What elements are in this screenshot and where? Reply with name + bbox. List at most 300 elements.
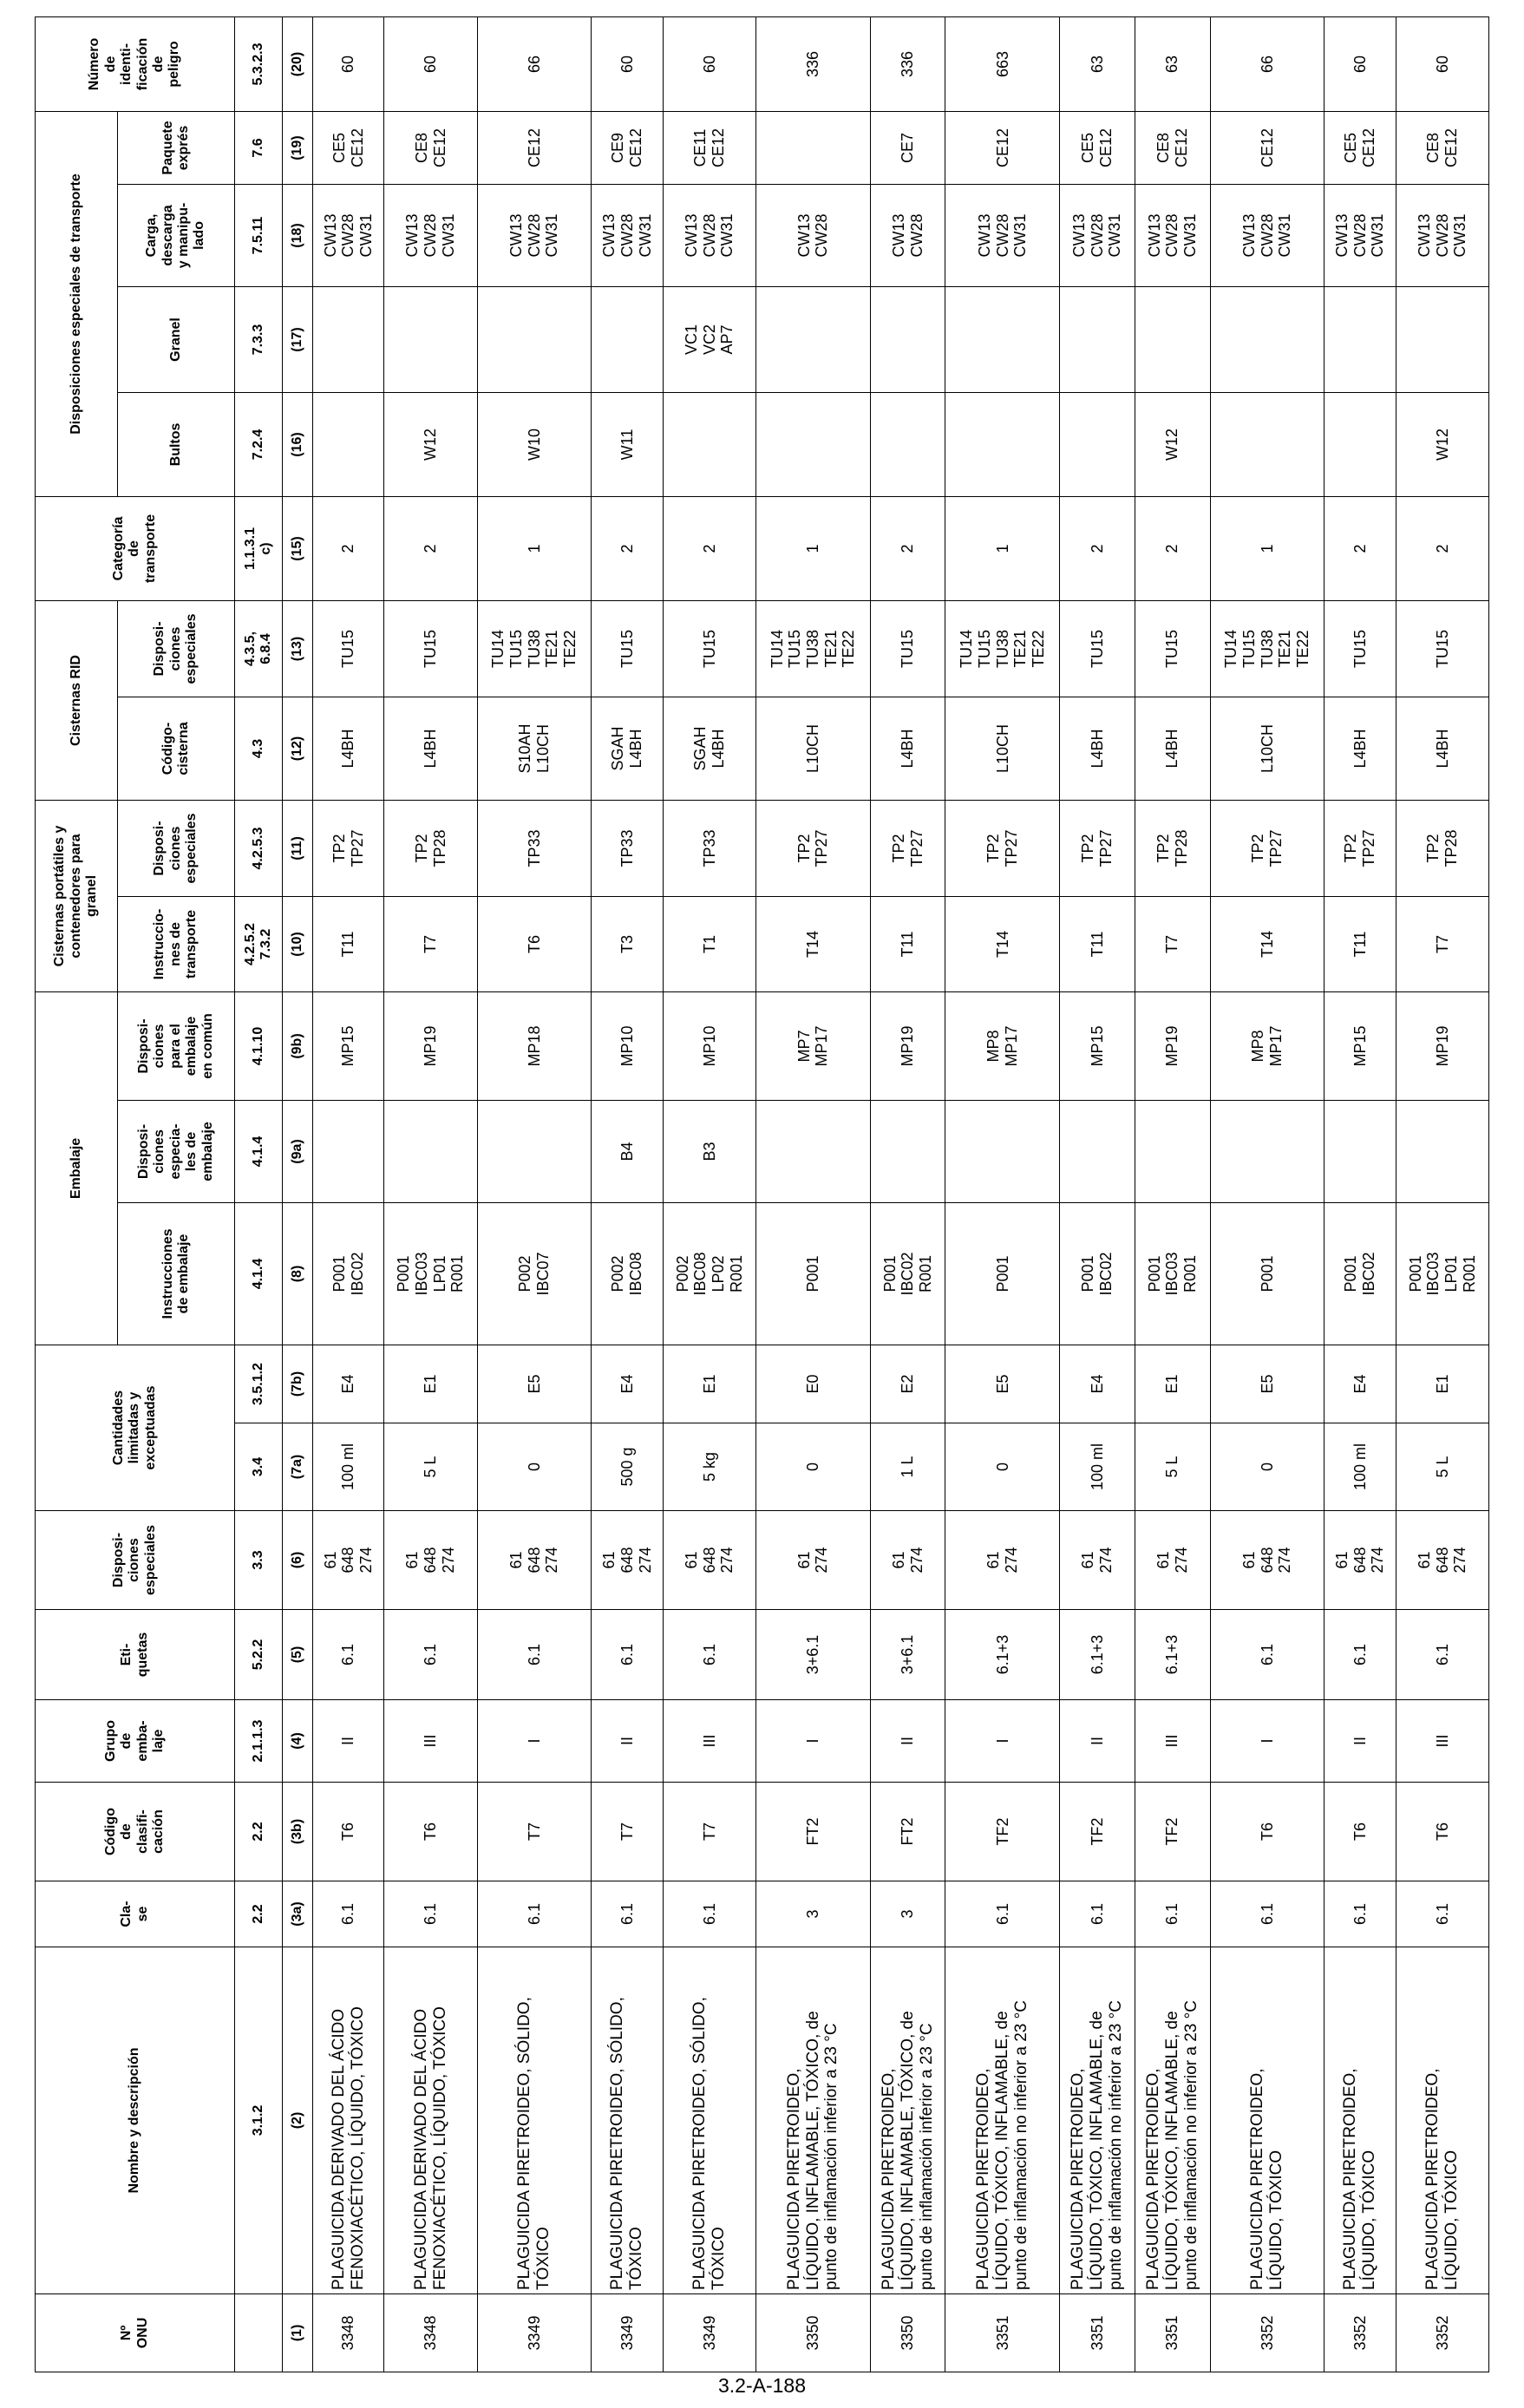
table-cell: T11 [313, 897, 384, 992]
table-cell: P001 IBC02 [1060, 1203, 1135, 1345]
table-cell: L4BH [1135, 697, 1210, 800]
table-cell: T6 [1325, 1783, 1396, 1881]
table-cell: TU15 [384, 600, 477, 697]
table-cell: CW13 CW28 [870, 184, 945, 286]
table-cell: TP2 TP27 [1325, 800, 1396, 896]
table-cell: 6.1 [384, 1610, 477, 1700]
table-cell: 1 [945, 496, 1060, 600]
table-cell: 0 [1210, 1423, 1325, 1511]
table-cell: 1 L [870, 1423, 945, 1511]
cell-name: PLAGUICIDA PIRETROIDEO, LÍQUIDO, TÓXICO [1396, 1947, 1488, 2294]
table-cell: E4 [592, 1345, 663, 1423]
table-cell: CE12 [477, 111, 592, 184]
table-cell: E5 [1210, 1345, 1325, 1423]
header-instrucciones-embalaje: Instrucciones de embalaje [118, 1203, 235, 1345]
column-number-cell: (11) [283, 800, 313, 896]
reference-cell: 5.3.2.3 [235, 16, 283, 111]
rotated-table-container [35, 17, 1489, 2372]
table-cell: W12 [1135, 392, 1210, 496]
table-cell: 6.1 [1325, 1881, 1396, 1947]
table-cell: 3350 [756, 2294, 871, 2372]
header-numero-peligro: Número de identi- ficación de peligro [36, 16, 235, 111]
table-cell: T11 [1060, 897, 1135, 992]
table-cell: E4 [1325, 1345, 1396, 1423]
reference-cell: 1.1.3.1 c) [235, 496, 283, 600]
table-cell: MP19 [870, 992, 945, 1101]
column-number-cell: (8) [283, 1203, 313, 1345]
table-cell: TU15 [1325, 600, 1396, 697]
table-cell: MP18 [477, 992, 592, 1101]
reference-cell: 4.1.10 [235, 992, 283, 1101]
cell-name: PLAGUICIDA PIRETROIDEO, LÍQUIDO, TÓXICO, INFLAMABLE, de punto de inflamación no inferior a 23 °C [1135, 1947, 1210, 2294]
table-cell: SGAH L4BH [663, 697, 755, 800]
column-number-row [283, 16, 313, 2372]
table-cell: L4BH [1325, 697, 1396, 800]
table-cell: E4 [1060, 1345, 1135, 1423]
table-row [870, 16, 945, 2372]
table-cell: CE8 CE12 [1135, 111, 1210, 184]
table-cell: CE5 CE12 [1060, 111, 1135, 184]
table-cell: P001 [756, 1203, 871, 1345]
cell-name: PLAGUICIDA PIRETROIDEO, LÍQUIDO, TÓXICO [1325, 1947, 1396, 2294]
table-cell: S10AH L10CH [477, 697, 592, 800]
table-cell: MP19 [1135, 992, 1210, 1101]
header-paquete-expres: Paquete exprés [118, 111, 235, 184]
header-clase: Cla- se [36, 1881, 235, 1947]
table-cell: 61 648 274 [663, 1511, 755, 1610]
table-cell: TF2 [1060, 1783, 1135, 1881]
table-cell [313, 1101, 384, 1203]
table-cell: II [592, 1700, 663, 1783]
reference-cell: 7.6 [235, 111, 283, 184]
table-cell: T11 [1325, 897, 1396, 992]
table-cell: MP15 [1325, 992, 1396, 1101]
table-cell: E1 [1396, 1345, 1488, 1423]
table-cell [1060, 286, 1135, 392]
table-cell: TF2 [945, 1783, 1060, 1881]
table-cell: 6.1 [663, 1610, 755, 1700]
table-row [1060, 16, 1135, 2372]
table-cell: 61 274 [756, 1511, 871, 1610]
table-cell: 100 ml [313, 1423, 384, 1511]
table-cell: II [870, 1700, 945, 1783]
table-cell [663, 392, 755, 496]
table-cell [1210, 286, 1325, 392]
column-number-cell: (10) [283, 897, 313, 992]
header-instrucciones-transporte: Instruccio- nes de transporte [118, 897, 235, 992]
table-cell: MP15 [1060, 992, 1135, 1101]
table-cell: I [1210, 1700, 1325, 1783]
header-cisternas-rid: Cisternas RID [36, 600, 118, 800]
column-number-cell: (13) [283, 600, 313, 697]
table-cell: 61 648 274 [1210, 1511, 1325, 1610]
table-cell: III [384, 1700, 477, 1783]
table-cell: 60 [384, 16, 477, 111]
table-cell: TU15 [1135, 600, 1210, 697]
table-cell [945, 392, 1060, 496]
table-cell: B3 [663, 1101, 755, 1203]
table-cell: TP2 TP27 [313, 800, 384, 896]
cell-name: PLAGUICIDA PIRETROIDEO, LÍQUIDO, TÓXICO [1210, 1947, 1325, 2294]
table-cell: 2 [592, 496, 663, 600]
table-cell: T7 [384, 897, 477, 992]
table-cell: 6.1 [313, 1881, 384, 1947]
page-number: 3.2-A-188 [717, 2374, 806, 2397]
reference-cell: 2.2 [235, 1783, 283, 1881]
header-embalaje: Embalaje [36, 992, 118, 1345]
table-cell: MP15 [313, 992, 384, 1101]
table-cell: 61 274 [870, 1511, 945, 1610]
table-cell: TU14 TU15 TU38 TE21 TE22 [756, 600, 871, 697]
table-cell: 61 648 274 [477, 1511, 592, 1610]
table-row [945, 16, 1060, 2372]
cell-name: PLAGUICIDA PIRETROIDEO, LÍQUIDO, INFLAMABLE, TÓXICO, de punto de inflamación inferior a 23 °C [756, 1947, 871, 2294]
header-disposiciones-especiales: Disposi- ciones especiales [36, 1511, 235, 1610]
table-cell: 2 [384, 496, 477, 600]
table-cell: TU14 TU15 TU38 TE21 TE22 [945, 600, 1060, 697]
dangerous-goods-table [35, 16, 1489, 2372]
reference-cell: 4.1.4 [235, 1203, 283, 1345]
column-number-cell: (18) [283, 184, 313, 286]
table-cell: MP7 MP17 [756, 992, 871, 1101]
table-cell: FT2 [756, 1783, 871, 1881]
table-cell: 6.1 [477, 1610, 592, 1700]
table-cell: P001 IBC02 [1325, 1203, 1396, 1345]
column-number-cell: (12) [283, 697, 313, 800]
table-cell: 3350 [870, 2294, 945, 2372]
header-bultos: Bultos [118, 392, 235, 496]
table-cell: E5 [945, 1345, 1060, 1423]
table-cell: L10CH [756, 697, 871, 800]
table-row [1396, 16, 1488, 2372]
table-cell: P001 IBC03 R001 [1135, 1203, 1210, 1345]
table-cell: SGAH L4BH [592, 697, 663, 800]
table-cell: L4BH [870, 697, 945, 800]
table-cell: 63 [1135, 16, 1210, 111]
table-cell: 3348 [313, 2294, 384, 2372]
table-cell: 1 [1210, 496, 1325, 600]
table-cell: TU15 [870, 600, 945, 697]
table-cell: VC1 VC2 AP7 [663, 286, 755, 392]
table-cell: P001 [1210, 1203, 1325, 1345]
table-cell: TU14 TU15 TU38 TE21 TE22 [1210, 600, 1325, 697]
table-cell: T7 [1135, 897, 1210, 992]
table-cell: CW13 CW28 CW31 [663, 184, 755, 286]
table-cell: III [663, 1700, 755, 1783]
table-cell: 6.1 [945, 1881, 1060, 1947]
table-cell: L10CH [945, 697, 1060, 800]
column-number-cell: (2) [283, 1947, 313, 2294]
table-cell [1210, 392, 1325, 496]
table-cell [756, 1101, 871, 1203]
table-cell: TP2 TP27 [1060, 800, 1135, 896]
reference-cell: 3.3 [235, 1511, 283, 1610]
header-name: Nombre y descripción [36, 1947, 235, 2294]
column-number-cell: (20) [283, 16, 313, 111]
reference-cell [235, 2294, 283, 2372]
table-cell: 3349 [592, 2294, 663, 2372]
table-cell: 1 [756, 496, 871, 600]
table-cell: 5 L [384, 1423, 477, 1511]
table-cell [384, 286, 477, 392]
table-cell: TF2 [1135, 1783, 1210, 1881]
table-cell [592, 286, 663, 392]
table-cell: 6.1 [477, 1881, 592, 1947]
reference-cell: 4.2.5.2 7.3.2 [235, 897, 283, 992]
header-disp-especiales-cisternas: Disposi- ciones especiales [118, 800, 235, 896]
table-cell: 3352 [1325, 2294, 1396, 2372]
column-number-cell: (7b) [283, 1345, 313, 1423]
table-cell: CE9 CE12 [592, 111, 663, 184]
reference-cell: 3.5.1.2 [235, 1345, 283, 1423]
table-cell: TP2 TP27 [756, 800, 871, 896]
table-cell: 5 L [1396, 1423, 1488, 1511]
header-categoria-transporte: Categoría de transporte [36, 496, 235, 600]
table-row [592, 16, 663, 2372]
table-cell: TU14 TU15 TU38 TE21 TE22 [477, 600, 592, 697]
column-number-cell: (9b) [283, 992, 313, 1101]
table-body [313, 16, 1489, 2372]
header-cisternas-portatiles: Cisternas portátiles y contenedores para granel [36, 800, 118, 991]
table-cell: 2 [870, 496, 945, 600]
cell-name: PLAGUICIDA PIRETROIDEO, SÓLIDO, TÓXICO [663, 1947, 755, 2294]
table-cell: B4 [592, 1101, 663, 1203]
header-disp-embalaje-comun: Disposi- ciones para el embalaje en común [118, 992, 235, 1101]
table-cell: III [1135, 1700, 1210, 1783]
table-cell: 5 L [1135, 1423, 1210, 1511]
table-cell: CW13 CW28 CW31 [477, 184, 592, 286]
table-cell: P002 IBC08 [592, 1203, 663, 1345]
table-cell: W11 [592, 392, 663, 496]
table-cell: 2 [1396, 496, 1488, 600]
table-cell: TP33 [477, 800, 592, 896]
table-cell: 61 648 274 [313, 1511, 384, 1610]
table-cell: 60 [313, 16, 384, 111]
table-cell: 6.1+3 [945, 1610, 1060, 1700]
table-cell: 2 [313, 496, 384, 600]
table-cell [1325, 286, 1396, 392]
table-cell: CE8 CE12 [384, 111, 477, 184]
table-cell: CW13 CW28 [756, 184, 871, 286]
table-cell: E0 [756, 1345, 871, 1423]
header-onu: Nº ONU [36, 2294, 235, 2372]
table-cell: 3352 [1210, 2294, 1325, 2372]
table-cell: 0 [945, 1423, 1060, 1511]
reference-cell: 7.2.4 [235, 392, 283, 496]
cell-name: PLAGUICIDA DERIVADO DEL ÁCIDO FENOXIACÉTICO, LÍQUIDO, TÓXICO [384, 1947, 477, 2294]
table-cell: CW13 CW28 CW31 [1325, 184, 1396, 286]
table-cell: 3351 [945, 2294, 1060, 2372]
reference-cell: 7.5.11 [235, 184, 283, 286]
table-cell: L10CH [1210, 697, 1325, 800]
column-number-cell: (7a) [283, 1423, 313, 1511]
table-cell: T7 [663, 1783, 755, 1881]
table-cell [1060, 1101, 1135, 1203]
table-cell: 500 g [592, 1423, 663, 1511]
table-cell: 60 [1396, 16, 1488, 111]
table-cell [945, 1101, 1060, 1203]
column-number-cell: (1) [283, 2294, 313, 2372]
table-cell: 63 [1060, 16, 1135, 111]
reference-row [235, 16, 283, 2372]
table-cell: 3352 [1396, 2294, 1488, 2372]
table-cell: TP2 TP28 [1396, 800, 1488, 896]
table-cell: 2 [1325, 496, 1396, 600]
table-cell: T14 [1210, 897, 1325, 992]
table-cell: 2 [1060, 496, 1135, 600]
table-cell: 6.1 [384, 1881, 477, 1947]
table-cell [477, 286, 592, 392]
table-cell [1396, 286, 1488, 392]
table-cell: II [313, 1700, 384, 1783]
table-cell [1060, 392, 1135, 496]
cell-name: PLAGUICIDA PIRETROIDEO, LÍQUIDO, TÓXICO, INFLAMABLE, de punto de inflamación no inferior a 23 °C [945, 1947, 1060, 2294]
table-cell: TP2 TP27 [945, 800, 1060, 896]
table-cell [1325, 1101, 1396, 1203]
table-cell [756, 111, 871, 184]
table-cell: 61 274 [1135, 1511, 1210, 1610]
table-cell: 3348 [384, 2294, 477, 2372]
table-cell: 61 274 [1060, 1511, 1135, 1610]
table-cell: 3 [870, 1881, 945, 1947]
table-cell: 6.1 [1396, 1881, 1488, 1947]
table-cell: T6 [1396, 1783, 1488, 1881]
table-cell: 3351 [1135, 2294, 1210, 2372]
table-cell [756, 392, 871, 496]
table-cell: TP2 TP28 [1135, 800, 1210, 896]
table-cell: 3349 [477, 2294, 592, 2372]
reference-cell: 5.2.2 [235, 1610, 283, 1700]
table-cell: P001 IBC02 [313, 1203, 384, 1345]
table-cell: 3 [756, 1881, 871, 1947]
table-cell: CW13 CW28 CW31 [1396, 184, 1488, 286]
table-cell: T6 [384, 1783, 477, 1881]
table-cell: I [756, 1700, 871, 1783]
table-cell: P002 IBC07 [477, 1203, 592, 1345]
header-etiquetas: Eti- quetas [36, 1610, 235, 1700]
table-cell: T14 [945, 897, 1060, 992]
table-cell: CE8 CE12 [1396, 111, 1488, 184]
header-disp-especiales-embalaje: Disposi- ciones especia- les de embalaje [118, 1101, 235, 1203]
table-cell: CW13 CW28 CW31 [313, 184, 384, 286]
table-cell: 1 [477, 496, 592, 600]
table-cell: 336 [756, 16, 871, 111]
table-cell: 66 [1210, 16, 1325, 111]
reference-cell: 2.2 [235, 1881, 283, 1947]
table-cell: MP8 MP17 [945, 992, 1060, 1101]
table-cell: 0 [477, 1423, 592, 1511]
table-cell [870, 392, 945, 496]
table-cell: 61 648 274 [592, 1511, 663, 1610]
table-cell: TP2 TP28 [384, 800, 477, 896]
table-cell: 6.1 [1325, 1610, 1396, 1700]
table-cell: T1 [663, 897, 755, 992]
table-cell [313, 286, 384, 392]
table-row [384, 16, 477, 2372]
header-grupo-embalaje: Grupo de emba- laje [36, 1700, 235, 1783]
header-cantidades: Cantidades limitadas y exceptuadas [36, 1345, 235, 1511]
table-cell: CE12 [945, 111, 1060, 184]
table-cell: 6.1 [1135, 1881, 1210, 1947]
table-cell [1325, 392, 1396, 496]
table-cell: CE12 [1210, 111, 1325, 184]
table-cell: 6.1 [1396, 1610, 1488, 1700]
table-cell: 60 [663, 16, 755, 111]
reference-cell: 7.3.3 [235, 286, 283, 392]
table-cell: W10 [477, 392, 592, 496]
column-number-cell: (3b) [283, 1783, 313, 1881]
table-cell: 3+6.1 [756, 1610, 871, 1700]
table-cell: T3 [592, 897, 663, 992]
table-cell: 6.1 [1210, 1610, 1325, 1700]
table-cell: 3+6.1 [870, 1610, 945, 1700]
column-number-cell: (6) [283, 1511, 313, 1610]
table-cell: 6.1 [1210, 1881, 1325, 1947]
table-cell: MP19 [1396, 992, 1488, 1101]
table-cell: 663 [945, 16, 1060, 111]
column-number-cell: (3a) [283, 1881, 313, 1947]
table-cell: TU15 [1396, 600, 1488, 697]
table-cell: TU15 [663, 600, 755, 697]
table-cell: E4 [313, 1345, 384, 1423]
table-cell: 3349 [663, 2294, 755, 2372]
header-carga-descarga: Carga, descarga y manipu- lado [118, 184, 235, 286]
table-cell: TP33 [592, 800, 663, 896]
table-cell [384, 1101, 477, 1203]
table-cell [1135, 1101, 1210, 1203]
table-row [1135, 16, 1210, 2372]
table-cell: E1 [384, 1345, 477, 1423]
table-cell: P001 IBC02 R001 [870, 1203, 945, 1345]
reference-cell: 3.1.2 [235, 1947, 283, 2294]
table-cell: L4BH [313, 697, 384, 800]
table-cell: 61 274 [945, 1511, 1060, 1610]
table-cell [756, 286, 871, 392]
table-cell: TU15 [1060, 600, 1135, 697]
table-cell: CE11 CE12 [663, 111, 755, 184]
table-cell: T6 [477, 897, 592, 992]
table-cell [1135, 286, 1210, 392]
table-cell: 6.1+3 [1135, 1610, 1210, 1700]
table-cell: MP10 [663, 992, 755, 1101]
table-cell: CW13 CW28 CW31 [945, 184, 1060, 286]
table-row [756, 16, 871, 2372]
table-cell: TP2 TP27 [1210, 800, 1325, 896]
table-cell: FT2 [870, 1783, 945, 1881]
table-cell: CE7 [870, 111, 945, 184]
table-cell: T7 [592, 1783, 663, 1881]
table-cell: 60 [592, 16, 663, 111]
table-cell: 5 kg [663, 1423, 755, 1511]
table-cell: III [1396, 1700, 1488, 1783]
column-number-cell: (16) [283, 392, 313, 496]
table-cell: CE5 CE12 [313, 111, 384, 184]
table-cell: T6 [313, 1783, 384, 1881]
table-cell: MP10 [592, 992, 663, 1101]
table-cell: E1 [663, 1345, 755, 1423]
table-cell: T7 [1396, 897, 1488, 992]
table-cell: 2 [663, 496, 755, 600]
table-cell: CW13 CW28 CW31 [1135, 184, 1210, 286]
cell-name: PLAGUICIDA PIRETROIDEO, SÓLIDO, TÓXICO [477, 1947, 592, 2294]
table-cell: CW13 CW28 CW31 [384, 184, 477, 286]
table-cell: TP33 [663, 800, 755, 896]
table-cell: W12 [384, 392, 477, 496]
table-cell: 6.1 [313, 1610, 384, 1700]
header-disp-especiales-rid: Disposi- ciones especiales [118, 600, 235, 697]
reference-cell: 4.3 [235, 697, 283, 800]
table-cell: E5 [477, 1345, 592, 1423]
